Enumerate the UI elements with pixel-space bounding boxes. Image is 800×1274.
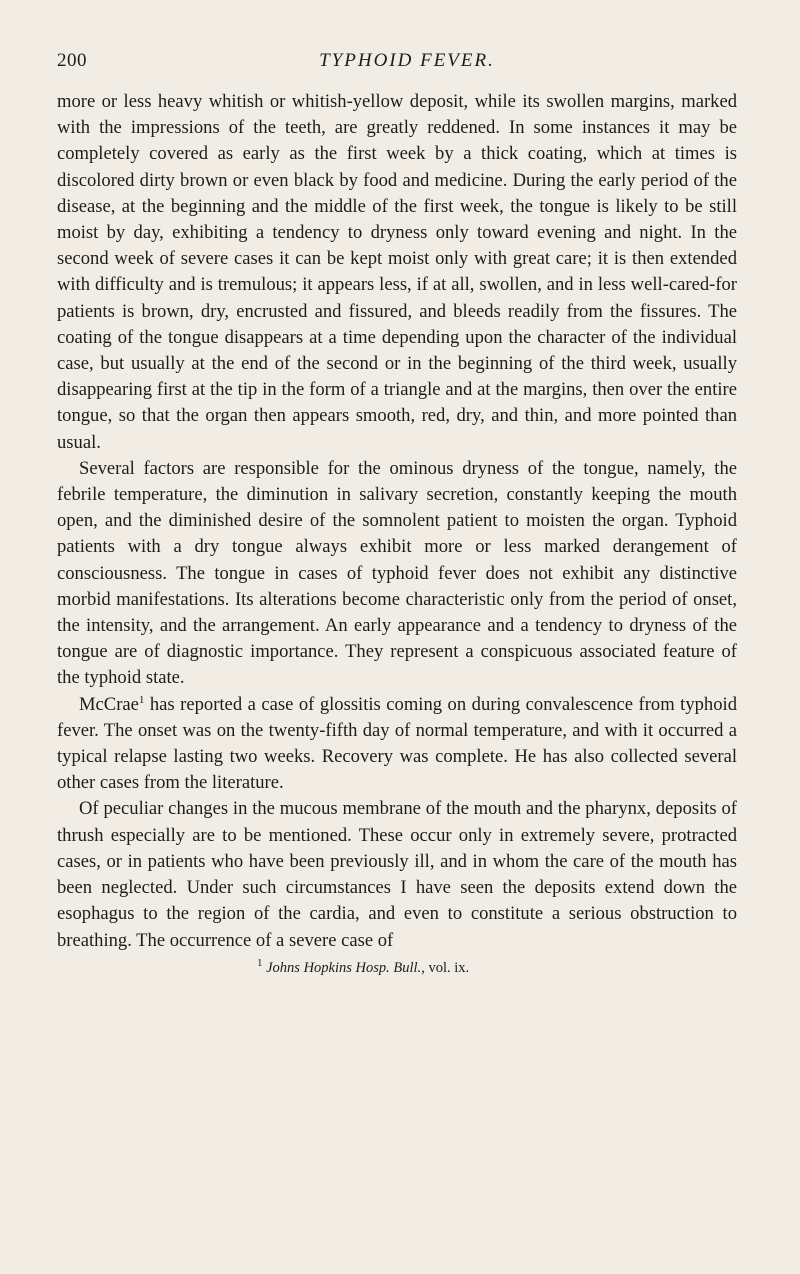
paragraph-mccrae: [57, 692, 737, 797]
footnote-marker: 1: [257, 956, 263, 969]
footnote-reference: 1: [138, 693, 145, 706]
paragraph-continued: more or less heavy whitish or whitish-yellow deposit, while its swollen margins, marked with the impressions of the teeth, are greatly reddened. In some instances it may be completely covered as early as the first week by a thick coating, which at times is discolored dirty brown or even black by food and medicine. During the early period of the disease, at the beginning and the middle of the first week, the tongue is likely to be still moist by day, exhibiting a tendency to dryness only toward evening and night. In the second week of severe cases it can be kept moist only with great care; it is then extended with difficulty and is tremulous; it appears less, if at all, swollen, and in less well-cared-for patients is brown, dry, encrusted and fissured, and bleeds readily from the fissures. The coating of the tongue disappears at a time depending upon the character of the individual case, but usually at the end of the second or in the beginning of the third week, usually disappearing first at the tip in the form of a triangle and at the margins, then over the entire tongue, so that the organ then appears smooth, red, dry, and thin, and more pointed than usual.: [57, 91, 737, 453]
paragraph-tongue-dryness: Several factors are responsible for the ominous dryness of the tongue, namely, the febrile temperature, the diminution in salivary secretion, constantly keeping the mouth open, and the diminished desire of the somnolent patient to moisten the organ. Typhoid patients with a dry tongue always exhibit more or less marked derangement of consciousness. The tongue in cases of typhoid fever does not exhibit any distinctive morbid manifestations. Its alterations become characteristic only from the period of onset, the intensity, and the arrangement. An early appearance and a tendency to dryness of the tongue are of diagnostic importance. They represent a conspicuous associated feature of the typhoid state.: [57, 457, 737, 689]
running-title: TYPHOID FEVER.: [319, 50, 495, 71]
body-text: [57, 89, 737, 954]
paragraph-thrush: Of peculiar changes in the mucous membrane of the mouth and the pharynx, deposits of thrush especially are to be mentioned. These occur only in extremely severe, protracted cases, or in patients who have been previously ill, and in whom the care of the mouth has been neglected. Under such circumstances I have seen the deposits extend down the esophagus to the region of the cardia, and even to constitute a serious obstruction to breathing. The occurrence of a severe case of: [57, 798, 737, 951]
paragraph-mccrae-lead: McCrae: [79, 693, 139, 715]
page-number: 200: [57, 50, 87, 71]
running-head: [57, 50, 737, 80]
paragraph-mccrae-body: has reported a case of glossitis coming on during convalescence from typhoid fever. The onset was on the twenty-fifth day of normal temperature, and with it occurred a typical relapse lasting two weeks. Recovery was complete. He has also collected several other cases from the literature.: [57, 693, 737, 794]
footnote-volume: , vol. ix.: [421, 959, 470, 976]
footnote: [57, 958, 737, 978]
footnote-source: Johns Hopkins Hosp. Bull.: [266, 959, 422, 976]
